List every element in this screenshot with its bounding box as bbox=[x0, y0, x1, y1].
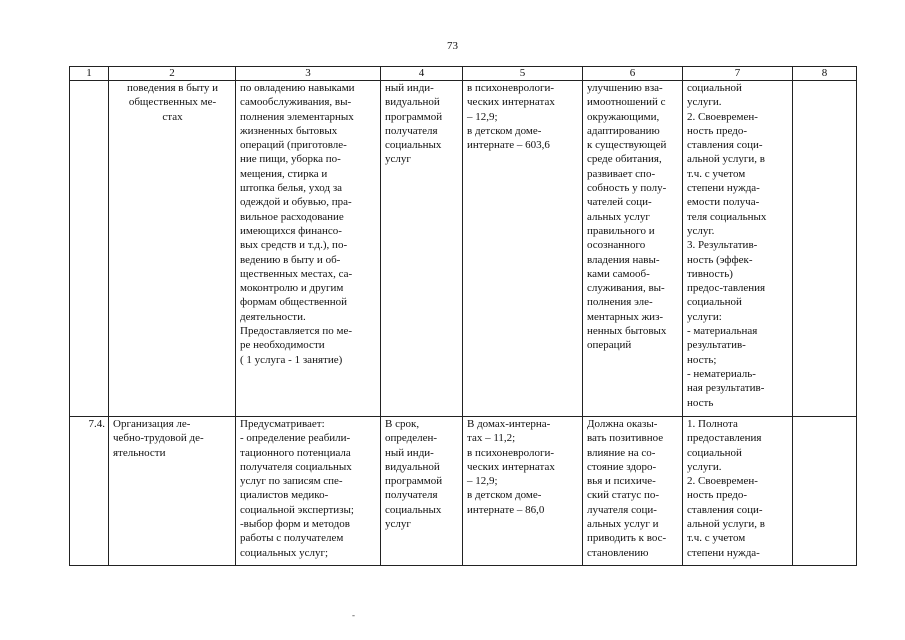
evaluation-conditions-cell: 1. Полнота предоставления социальной услуги. 2. Своевремен- ность предо- ставления соци- альной услуги, в т.ч. с учетом степени нужда- bbox=[683, 417, 793, 566]
col-header-5: 5 bbox=[463, 67, 583, 81]
notes-cell bbox=[793, 417, 857, 566]
row-number-cell: 7.4. bbox=[70, 417, 109, 566]
col-header-2: 2 bbox=[109, 67, 236, 81]
tariff-cell: в психоневрологи- ческих интернатах – 12,9; в детском доме- интернате – 603,6 bbox=[463, 81, 583, 417]
col-header-8: 8 bbox=[793, 67, 857, 81]
quality-indicators-cell: улучшению вза- имоотношений с окружающими, адаптированию к существующей среде обитания, развивает спо- собность у полу- чателей соци- альных услуг правильного и осознанного владения навы- ками самооб- служивания, вы- полнения эле- ментарных жиз- ненных бытовых операций bbox=[583, 81, 683, 417]
table-row bbox=[70, 417, 857, 566]
service-description-cell: по овладению навыками самообслуживания, вы- полнения элементарных жизненных бытовых операций (приготовле- ние пищи, уборка по- мещения, стирка и штопка белья, уход за одеждой и обувью, пра- вильное расходование имеющихся финансо- вых средств и т.д.), по- ведению в быту и об- щественных местах, са- моконтролю и другим формам общественной деятельности. Предоставляется по ме- ре необходимости ( 1 услуга - 1 занятие) bbox=[236, 81, 381, 417]
tariff-cell: В домах-интерна- тах – 11,2; в психоневрологи- ческих интернатах – 12,9; в детском доме- интернате – 86,0 bbox=[463, 417, 583, 566]
service-name-cell: Организация ле- чебно-трудовой де- ятельности bbox=[109, 417, 236, 566]
service-description-cell: Предусматривает: - определение реабили- тационного потенциала получателя социальных услуг по записям спе- циалистов медико- социальной экспертизы; -выбор форм и методов работы с получателем социальных услуг; bbox=[236, 417, 381, 566]
evaluation-conditions-cell: социальной услуги. 2. Своевремен- ность предо- ставления соци- альной услуги, в т.ч. с учетом степени нужда- емости получа- теля социальных услуг. 3. Результатив- ность (эффек- тивность) предос-тавления социальной услуги: - материальная результатив- ность; - нематериаль- ная результатив- ность bbox=[683, 81, 793, 417]
footer-mark: - bbox=[352, 610, 355, 620]
row-number-cell bbox=[70, 81, 109, 417]
col-header-1: 1 bbox=[70, 67, 109, 81]
service-name-cell: поведения в быту и общественных ме- стах bbox=[109, 81, 236, 417]
header-row bbox=[70, 67, 857, 81]
quality-indicators-cell: Должна оказы- вать позитивное влияние на со- стояние здоро- вья и психиче- ский статус по- лучателя соци- альных услуг и приводить к вос- становлению bbox=[583, 417, 683, 566]
col-header-4: 4 bbox=[381, 67, 463, 81]
col-header-7: 7 bbox=[683, 67, 793, 81]
col-header-3: 3 bbox=[236, 67, 381, 81]
page-number: 73 bbox=[447, 40, 458, 52]
table-row bbox=[70, 81, 857, 417]
service-term-cell: ный инди- видуальной программой получателя социальных услуг bbox=[381, 81, 463, 417]
notes-cell bbox=[793, 81, 857, 417]
col-header-6: 6 bbox=[583, 67, 683, 81]
service-term-cell: В срок, определен- ный инди- видуальной программой получателя социальных услуг bbox=[381, 417, 463, 566]
services-table bbox=[69, 66, 857, 566]
